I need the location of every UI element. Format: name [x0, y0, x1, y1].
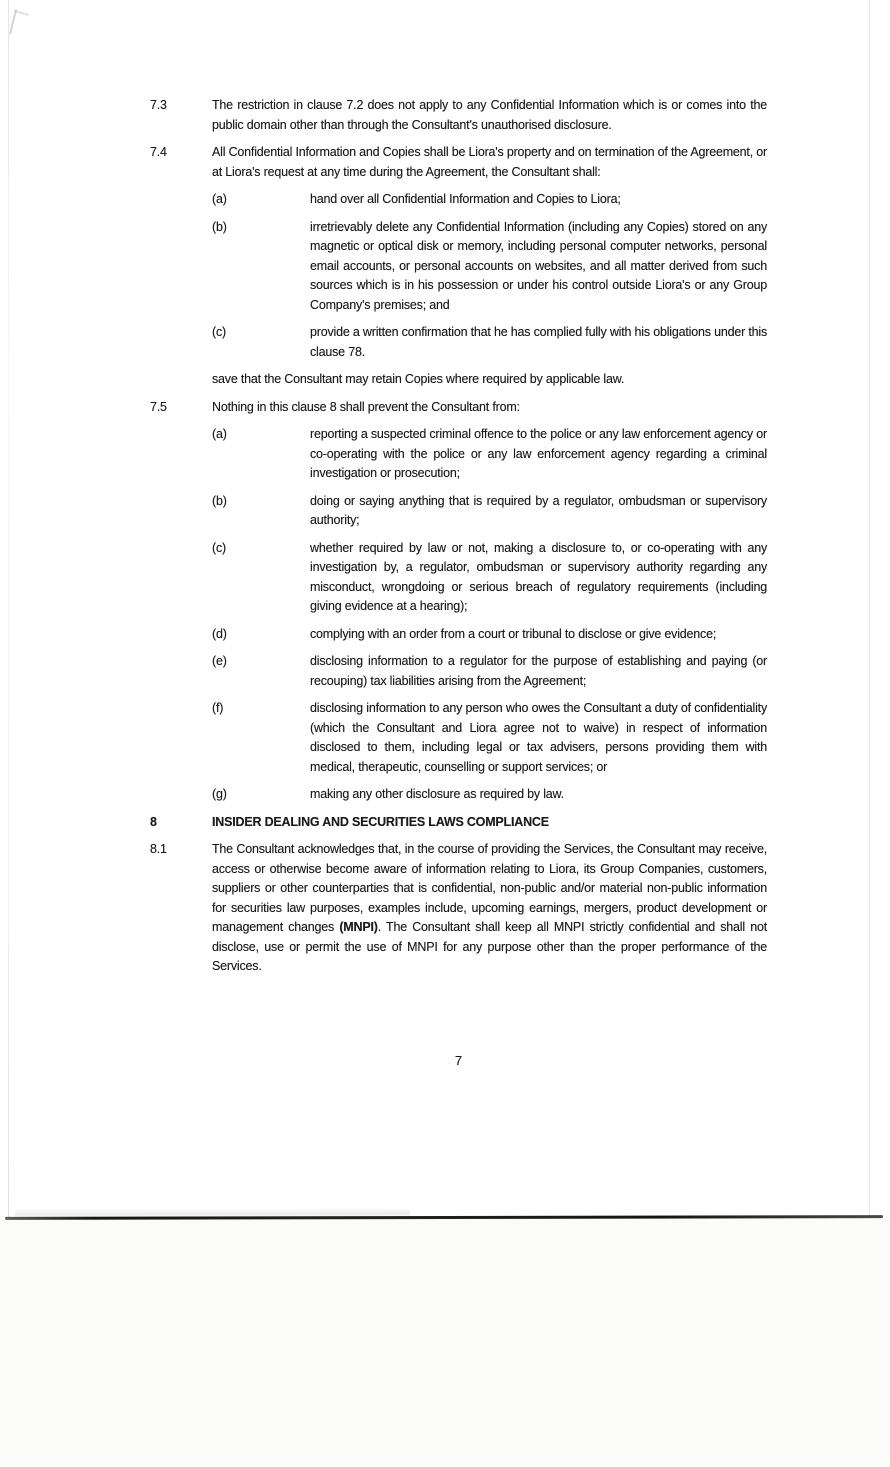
subitem-7-4-b — [212, 218, 767, 316]
scanner-background — [0, 1219, 890, 1467]
bold-term-mnpi: (MNPI) — [339, 920, 378, 934]
clause-text: Nothing in this clause 8 shall prevent the Consultant from: — [212, 399, 520, 414]
subitem-letter: (b) — [212, 493, 227, 508]
subitem-7-4-a — [212, 190, 767, 210]
clause-7-5 — [150, 398, 767, 805]
subitem-text: reporting a suspected criminal offence to the police or any law enforcement agency or co-operating with the police or any law enforcement agency regarding a criminal investigation or prosecution; — [310, 427, 767, 480]
scan-smudge-artifact — [10, 8, 36, 38]
clause-8-1 — [150, 840, 767, 977]
clause-number: 7.3 — [150, 98, 167, 112]
subitem-letter: (b) — [212, 219, 227, 234]
subitem-letter: (a) — [212, 192, 227, 206]
clause-text: The restriction in clause 7.2 does not apply to any Confidential Information which is or comes into the public domain other than through the Consultant's unauthorised disclosure. — [212, 98, 767, 132]
subitem-text: provide a written confirmation that he has complied fully with his obligations under this clause 78. — [310, 325, 767, 359]
section-number: 8 — [150, 814, 157, 829]
subitem-letter: (c) — [212, 540, 226, 555]
document-body — [150, 96, 767, 985]
subitem-text: disclosing information to a regulator for the purpose of establishing and paying (or recouping) tax liabilities arising from the Agreement; — [310, 654, 767, 688]
subitem-letter: (g) — [212, 787, 227, 801]
subitem-text: doing or saying anything that is required by a regulator, ombudsman or supervisory authority; — [310, 493, 767, 527]
section-8-heading — [150, 813, 767, 833]
subitem-text: whether required by law or not, making a disclosure to, or co-operating with any investigation by, a regulator, ombudsman or supervisory authority regarding any misconduct, wrongdoing or serious breach of regulatory requirements (including giving evidence at a hearing); — [310, 540, 767, 613]
subitem-text: complying with an order from a court or tribunal to disclose or give evidence; — [310, 626, 717, 641]
subitem-letter: (a) — [212, 427, 227, 441]
subitem-letter: (e) — [212, 654, 227, 668]
subitem-text: making any other disclosure as required by law. — [310, 787, 564, 801]
subitem-7-4-c — [212, 323, 767, 362]
subitem-text: irretrievably delete any Confidential Information (including any Copies) stored on any magnetic or optical disk or memory, including personal computer networks, personal email accounts, or personal accounts on websites, and all matter derived from such sources which is in his possession or under his control outside Liora's or any Group Company's premises; and — [310, 219, 767, 312]
clause-text-segment: . The Consultant shall keep all MNPI strictly confidential and shall not disclose, use or permit the use of MNPI for any purpose other than the proper performance of the Services. — [212, 920, 767, 973]
section-title: INSIDER DEALING AND SECURITIES LAWS COMPLIANCE — [212, 814, 549, 829]
clause-text — [212, 840, 767, 977]
clause-7-4 — [150, 143, 767, 390]
subitem-letter: (f) — [212, 701, 224, 715]
subitem-7-5-c — [212, 539, 767, 617]
paper-left-edge — [8, 0, 9, 1217]
clause-text-segment: The Consultant acknowledges that, in the course of providing the Services, the Consultant may receive, access or otherwise become aware of information relating to Liora, its Group Companies, customers, suppliers or other counterparties that is confidential, non-public and/or material non-public information for securities law purposes, examples include, upcoming earnings, mergers, product development or management changes — [212, 842, 767, 934]
clause-number: 7.5 — [150, 399, 167, 414]
subitem-7-5-b — [212, 492, 767, 531]
clause-closing-text: save that the Consultant may retain Copies where required by applicable law. — [212, 372, 625, 386]
subitem-7-5-f — [212, 699, 767, 777]
subitem-text: disclosing information to any person who owes the Consultant a duty of confidentiality (which the Consultant and Liora agree not to waive) in respect of information disclosed to them, including legal or tax advisers, persons providing them with medical, therapeutic, counselling or support services; or — [310, 701, 767, 774]
subitem-letter: (d) — [212, 626, 227, 641]
subitem-text: hand over all Confidential Information and Copies to Liora; — [310, 192, 621, 206]
paper-right-edge — [869, 0, 870, 1217]
subitem-7-5-g — [212, 785, 767, 805]
clause-number: 7.4 — [150, 145, 167, 159]
subitem-7-5-e — [212, 652, 767, 691]
subitem-7-5-a — [212, 425, 767, 484]
clause-number: 8.1 — [150, 842, 167, 856]
subitem-letter: (c) — [212, 325, 226, 339]
subitem-7-5-d — [212, 625, 767, 645]
clause-7-3 — [150, 96, 767, 135]
page-number: 7 — [454, 1053, 463, 1068]
clause-text: All Confidential Information and Copies shall be Liora's property and on termination of the Agreement, or at Liora's request at any time during the Agreement, the Consultant shall: — [212, 145, 767, 179]
